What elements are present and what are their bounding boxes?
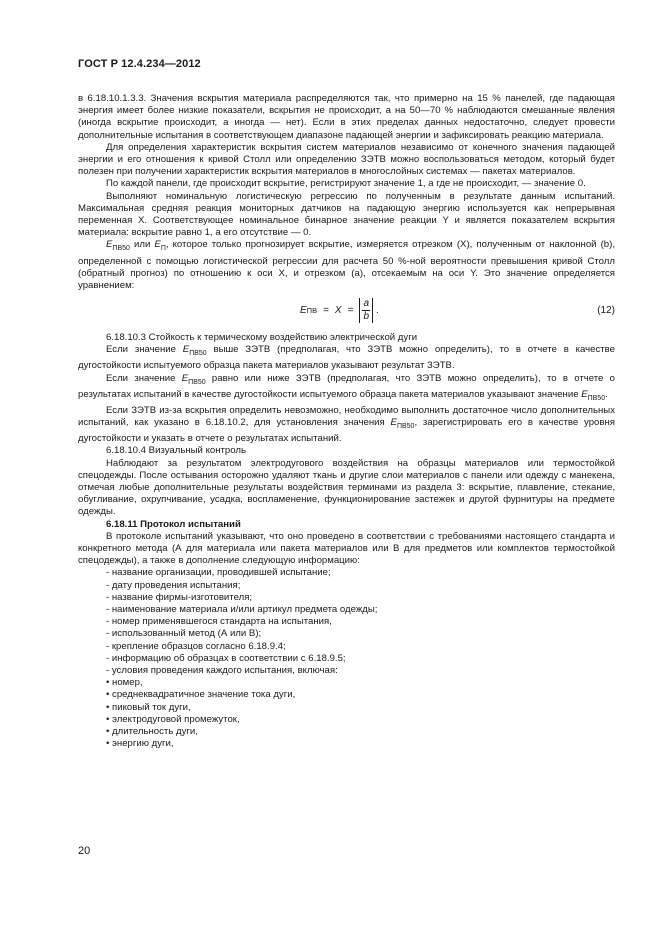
equation-x: X bbox=[334, 304, 342, 316]
paragraph: Наблюдают за результатом электродугового воздействия на образцы материалов или термостойкой спецодежды. После остывания осторожно удаляют ткань и другие слои материалов с панели или одежду с манекена, отмечая любые дополнительные результаты воздействия терминами из раздела 3: вскрытие, плавление, стекание, обугливание, охрупчивание, усадка, воспламенение, функционирование застежек и другой фурнитуры на предмете одежды. bbox=[78, 457, 615, 518]
symbol-subscript: ПВ50 bbox=[189, 350, 207, 358]
text-run: или bbox=[129, 239, 155, 251]
list-item: • энергию дуги, bbox=[106, 738, 174, 750]
fraction-denominator: b bbox=[363, 311, 369, 323]
paragraph: Выполняют номинальную логистическую регрессию по полученным в результате данным испытаний. Максимальная средняя реакция мониторных датчиков на падающую энергию используется как непрерывная переменная X. Соответствующее номинальное бинарное значение реакции Y и является показателем вскрытия материала: вскрытие равно 1, а его отсутствие — 0. bbox=[78, 190, 615, 239]
text-run: Если значение bbox=[106, 372, 182, 384]
document-header: ГОСТ Р 12.4.234—2012 bbox=[78, 58, 201, 70]
paragraph: Для определения характеристик вскрытия систем материалов независимо от конечного значения падающей энергии и его отношения к кривой Столл или определению ЗЭТВ можно воспользоваться методом, который будет полезен при получении характеристик вскрытия материалов в многослойных системах — пакетах материалов. bbox=[78, 141, 615, 178]
report-info-list bbox=[78, 567, 615, 677]
symbol-e: E bbox=[581, 388, 588, 400]
symbol-subscript: П bbox=[160, 245, 166, 253]
symbol-e: E bbox=[390, 417, 397, 429]
paragraph bbox=[78, 405, 615, 446]
equals-sign: = bbox=[347, 304, 354, 316]
text-run: выше ЗЭТВ (предполагая, что ЗЭТВ можно определить), то в отчете в качестве дугостойкости испытуемого образца пакета материалов указывают результат ЗЭТВ. bbox=[78, 344, 615, 372]
list-item: - условия проведения каждого испытания, включая: bbox=[106, 665, 338, 677]
text-run: равно или ниже ЗЭТВ (предполагая, что ЗЭТВ можно определить), то в отчете о результатах испытаний в качестве дугостойкости испытуемого образца пакета материалов указывают значение bbox=[78, 372, 615, 400]
list-item: - номер применявшегося стандарта на испытания, bbox=[106, 616, 332, 628]
symbol-subscript: ПВ50 bbox=[396, 423, 415, 430]
symbol-e: E bbox=[154, 239, 161, 251]
symbol-e: E bbox=[106, 239, 113, 251]
symbol-subscript: ПВ50 bbox=[188, 378, 206, 386]
list-item: - использованный метод (А или В); bbox=[106, 628, 262, 640]
paragraph: В протоколе испытаний указывают, что оно проведено в соответствии с требованиями настоящего стандарта и конкретного метода (А для материала или пакета материалов или В для предметов или комплектов термостойкой спецодежды), а также в дополнение следующую информацию: bbox=[78, 530, 615, 567]
text-run: Если значение bbox=[106, 344, 183, 356]
list-item: • среднеквадратичное значение тока дуги, bbox=[106, 689, 296, 701]
list-item: • длительность дуги, bbox=[106, 726, 198, 738]
list-item: - название организации, проводившей испытание; bbox=[106, 567, 331, 579]
list-item: - наименование материала и/или артикул предмета одежды; bbox=[106, 604, 378, 616]
text-run: , которое только прогнозирует вскрытие, измеряется отрезком (X), полученным от наклонной (b), определенной с помощью логистической регрессии для расчета 50 %-ной вероятности превышения кривой Столл (обратный прогноз) по отношению к оси X, и отрезком (a), отсекаемым на оси Y. Это значение определяется уравнением: bbox=[78, 239, 615, 291]
paragraph: По каждой панели, где происходит вскрытие, регистрируют значение 1, а где не происходит, — значение 0. bbox=[106, 178, 586, 190]
test-conditions-list bbox=[78, 677, 615, 750]
equation-lhs: E bbox=[300, 304, 307, 316]
paragraph bbox=[78, 344, 615, 372]
list-item: - название фирмы-изготовителя; bbox=[106, 591, 253, 603]
text-run: Если ЗЭТВ из-за вскрытия определить невозможно, необходимо выполнить достаточное число дополнительных испытаний, как указано в 6.18.10.2, для установления значения bbox=[78, 404, 615, 429]
text-run: . bbox=[605, 388, 608, 400]
list-item: - крепление образцов согласно 6.18.9.4; bbox=[106, 640, 286, 652]
fraction-numerator: a bbox=[363, 298, 369, 310]
equation-lhs-subscript: ПВ bbox=[306, 305, 318, 315]
symbol-subscript: ПВ50 bbox=[587, 394, 606, 402]
list-item: - дату проведения испытания; bbox=[106, 579, 241, 591]
paragraph: в 6.18.10.1.3.3. Значения вскрытия материала распределяются так, что примерно на 15 % панелей, где падающая энергия имеет более низкие показатели, вскрытия не происходит, а на 50—70 % наблюдаются смешанные явления (иногда вскрытие происходит, а иногда — нет). Если в этих пределах данных недостаточно, следует провести дополнительные испытания в соответствующем диапазоне падающей энергии и зафиксировать реакцию материала. bbox=[78, 93, 615, 141]
page-number: 20 bbox=[78, 845, 91, 857]
symbol-e: E bbox=[181, 372, 189, 384]
symbol-subscript: ПВ50 bbox=[112, 245, 130, 253]
list-item: - информацию об образцах в соответствии с 6.18.9.5; bbox=[106, 652, 346, 664]
equation-expression bbox=[300, 298, 379, 323]
document-body bbox=[78, 93, 615, 750]
equation-period: . bbox=[376, 304, 379, 316]
equation-number: (12) bbox=[597, 305, 615, 317]
paragraph bbox=[78, 373, 615, 405]
list-item: • номер, bbox=[106, 677, 143, 689]
section-heading: 6.18.10.3 Стойкость к термическому воздействию электрической дуги bbox=[106, 332, 418, 344]
equation-12 bbox=[78, 294, 615, 328]
section-heading: 6.18.11 Протокол испытаний bbox=[106, 518, 241, 530]
equals-sign: = bbox=[323, 304, 329, 316]
text-run: , зарегистрировать его в качестве уровня дугостойкости и указать в отчете о результатах испытаний. bbox=[78, 417, 615, 445]
paragraph bbox=[78, 239, 615, 292]
list-item: • пиковый ток дуги, bbox=[106, 701, 191, 713]
section-heading: 6.18.10.4 Визуальный контроль bbox=[106, 445, 246, 457]
symbol-e: E bbox=[182, 344, 190, 356]
list-item: • электродуговой промежуток, bbox=[106, 713, 240, 725]
absolute-fraction bbox=[359, 298, 373, 323]
